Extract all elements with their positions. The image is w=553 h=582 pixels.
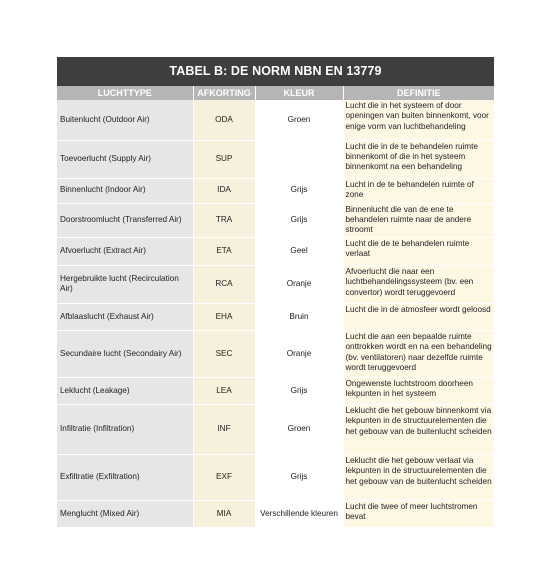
table-row [57, 100, 494, 140]
table-row [57, 454, 494, 500]
cell-afkorting: SEC [193, 330, 255, 377]
table-row [57, 330, 494, 377]
table-row [57, 140, 494, 178]
cell-luchttype: Doorstroomlucht (Transferred Air) [57, 203, 193, 237]
cell-kleur [255, 140, 343, 178]
cell-definitie: Lucht die twee of meer luchtstromen bevat [343, 500, 494, 527]
cell-luchttype: Afvoerlucht (Extract Air) [57, 237, 193, 265]
cell-kleur: Grijs [255, 178, 343, 203]
cell-afkorting: SUP [193, 140, 255, 178]
table-title: TABEL B: DE NORM NBN EN 13779 [57, 57, 494, 86]
cell-kleur: Grijs [255, 454, 343, 500]
cell-afkorting: ODA [193, 100, 255, 140]
cell-kleur: Grijs [255, 377, 343, 404]
cell-afkorting: LEA [193, 377, 255, 404]
header-row [57, 86, 494, 100]
cell-luchttype: Binnenlucht (Indoor Air) [57, 178, 193, 203]
table-row [57, 500, 494, 527]
cell-luchttype: Exfiltratie (Exfiltration) [57, 454, 193, 500]
cell-luchttype: Buitenlucht (Outdoor Air) [57, 100, 193, 140]
cell-kleur: Geel [255, 237, 343, 265]
table-row [57, 203, 494, 237]
cell-definitie: Lucht in de te behandelen ruimte of zone [343, 178, 494, 203]
cell-luchttype: Infiltratie (Infiltration) [57, 404, 193, 454]
cell-afkorting: MIA [193, 500, 255, 527]
data-table [57, 86, 494, 528]
cell-luchttype: Menglucht (Mixed Air) [57, 500, 193, 527]
cell-luchttype: Toevoerlucht (Supply Air) [57, 140, 193, 178]
cell-definitie: Lucht die aan een bepaalde ruimte onttrokken wordt en na een behandeling (bv. ventilatoren) naar dezelfde ruimte wordt teruggevoerd [343, 330, 494, 377]
cell-afkorting: TRA [193, 203, 255, 237]
cell-afkorting: RCA [193, 265, 255, 303]
cell-definitie: Lucht die de te behandelen ruimte verlaat [343, 237, 494, 265]
cell-kleur: Verschillende kleuren [255, 500, 343, 527]
cell-kleur: Oranje [255, 330, 343, 377]
table-row [57, 377, 494, 404]
cell-luchttype: Leklucht (Leakage) [57, 377, 193, 404]
cell-afkorting: EHA [193, 303, 255, 330]
cell-definitie: Binnenlucht die van de ene te behandelen ruimte naar de andere stroomt [343, 203, 494, 237]
cell-luchttype: Secundaire lucht (Secondairy Air) [57, 330, 193, 377]
header-kleur: KLEUR [255, 86, 343, 100]
cell-definitie: Afvoerlucht die naar een luchtbehandelingssysteem (bv. een convertor) wordt teruggevoerd [343, 265, 494, 303]
table-row [57, 237, 494, 265]
cell-definitie: Lucht die in de atmosfeer wordt geloosd [343, 303, 494, 330]
cell-afkorting: ETA [193, 237, 255, 265]
cell-definitie: Lucht die in de te behandelen ruimte binnenkomt of die in het systeem binnenkomt na een behandeling [343, 140, 494, 178]
table-row [57, 404, 494, 454]
cell-afkorting: INF [193, 404, 255, 454]
cell-luchttype: Afblaaslucht (Exhaust Air) [57, 303, 193, 330]
norm-table [57, 57, 494, 528]
table-row [57, 178, 494, 203]
cell-afkorting: EXF [193, 454, 255, 500]
table-row [57, 303, 494, 330]
cell-definitie: Ongewenste luchtstroom doorheen lekpunten in het systeem [343, 377, 494, 404]
header-definitie: DEFINITIE [343, 86, 494, 100]
header-luchttype: LUCHTTYPE [57, 86, 193, 100]
cell-kleur: Groen [255, 404, 343, 454]
cell-definitie: Leklucht die het gebouw binnenkomt via lekpunten in de structuurelementen die het gebouw van de buitenlucht scheiden [343, 404, 494, 454]
cell-luchttype: Hergebruikte lucht (Recirculation Air) [57, 265, 193, 303]
cell-kleur: Grijs [255, 203, 343, 237]
cell-afkorting: IDA [193, 178, 255, 203]
cell-kleur: Bruin [255, 303, 343, 330]
cell-kleur: Oranje [255, 265, 343, 303]
cell-definitie: Leklucht die het gebouw verlaat via lekpunten in de structuurelementen die het gebouw van de buitenlucht scheiden [343, 454, 494, 500]
cell-kleur: Groen [255, 100, 343, 140]
header-afkorting: AFKORTING [193, 86, 255, 100]
table-row [57, 265, 494, 303]
cell-definitie: Lucht die in het systeem of door openingen van buiten binnenkomt, voor enige vorm van luchtbehandeling [343, 100, 494, 140]
